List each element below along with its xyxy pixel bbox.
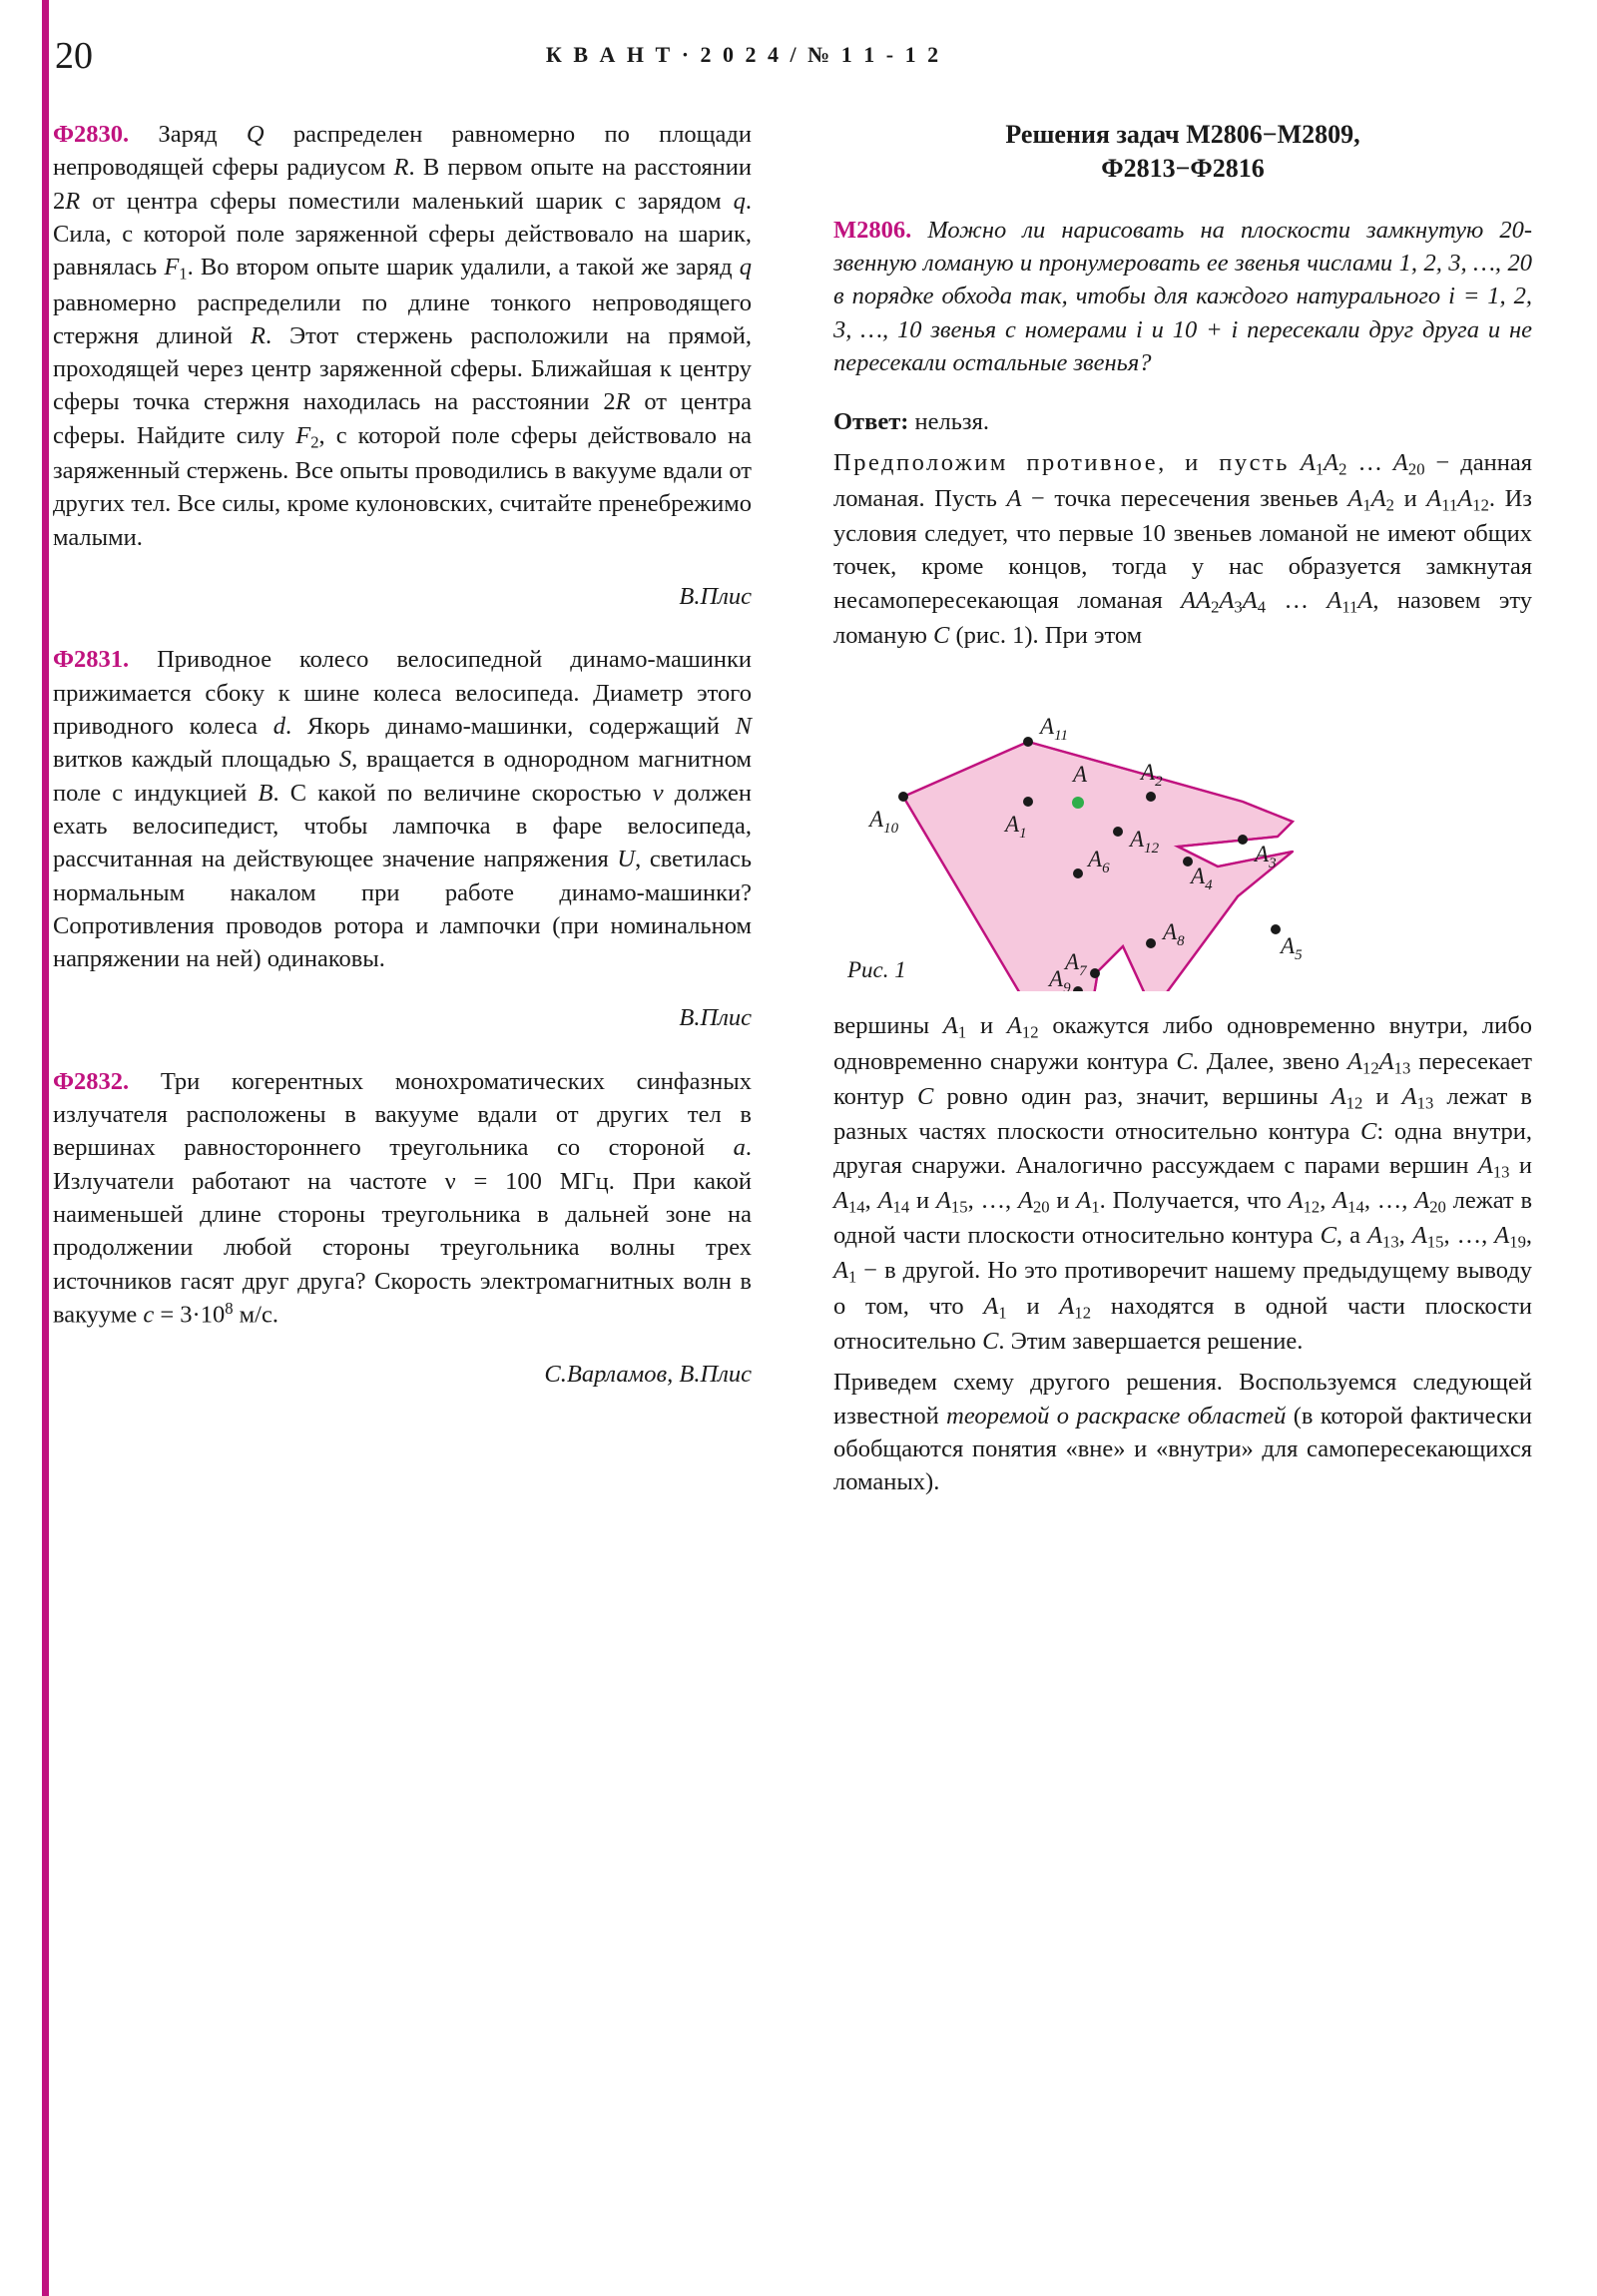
byline-f2830: В.Плис (679, 583, 752, 611)
vertex-a8-dot (1146, 938, 1156, 948)
label-a1: $A_1$ (1005, 812, 1027, 843)
figure-1 (833, 662, 1532, 991)
vertex-a7-dot (1090, 968, 1100, 978)
figure-1-svg (833, 662, 1532, 991)
vertex-a11-dot (1023, 737, 1033, 747)
label-a8: $A_8$ (1163, 919, 1185, 950)
label-a10: $A_{10}$ (869, 807, 899, 838)
vertex-a1-dot (1023, 797, 1033, 807)
solution-paragraph-3: Приведем схему другого решения. Воспользуемся следующей известной теоремой о раскраске областей (в которой фактически обобщаются понятия «вне» и «внутри» для самопересекающихся ломаных). (833, 1369, 1532, 1496)
vertex-a5-dot (1271, 924, 1281, 934)
label-a11: $A_{11}$ (1040, 714, 1068, 745)
label-a4: $A_4$ (1191, 863, 1213, 894)
problem-f2831: Ф2831. Приводное колесо велосипедной динамо-машинки прижимается сбоку к шине колеса велосипеда. Диаметр этого приводного колеса d. Якорь динамо-машинки, содержащий N витков каждый площадью S, вращается в однородном магнитном поле с индукцией B. С какой по величине скоростью v должен ехать велосипедист, чтобы лампочка в фаре велосипеда, рассчитанная на действующее значение напряжения U, светилась нормальным накалом при работе динамо-машинки? Сопротивления проводов ротора и лампочки (при номинальном напряжении на ней) одинаковы. (53, 646, 753, 973)
problem-number-f2832: Ф2832. (53, 1067, 130, 1095)
section-title-line1: Решения задач М2806−М2809, (1005, 120, 1360, 149)
problem-number-f2831: Ф2831. (53, 646, 130, 674)
vertex-a10-dot (898, 792, 908, 802)
label-a12: $A_{12}$ (1130, 827, 1160, 858)
byline-f2831: В.Плис (679, 1004, 752, 1032)
running-head: К В А Н Т · 2 0 2 4 / № 1 1 - 1 2 (545, 42, 942, 67)
intersection-point-a (1072, 797, 1084, 809)
section-title (833, 118, 1532, 186)
vertex-a2-dot (1146, 792, 1156, 802)
vertex-a3-dot (1238, 835, 1248, 845)
label-a5: $A_5$ (1281, 933, 1303, 964)
label-a: A (1073, 762, 1088, 788)
section-title-line2: Ф2813−Ф2816 (1101, 153, 1265, 183)
columns (45, 118, 1542, 2254)
page-header (45, 28, 1532, 80)
answer-label: Ответ: (833, 408, 909, 436)
vertex-a12-dot (1113, 827, 1123, 837)
label-a2: $A_2$ (1141, 760, 1163, 791)
problem-number-f2830: Ф2830. (53, 121, 130, 148)
byline-f2832: С.Варламов, В.Плис (544, 1360, 752, 1388)
answer-line (833, 405, 1532, 438)
label-a7: $A_7$ (1065, 949, 1087, 980)
page-number: 20 (55, 35, 93, 77)
right-column (833, 118, 1532, 1525)
vertex-a6-dot (1073, 868, 1083, 878)
answer-text: нельзя. (914, 408, 989, 436)
label-a9: $A_9$ (1049, 966, 1071, 992)
figure-caption: Рис. 1 (847, 957, 906, 983)
problem-f2832: Ф2832. Три когерентных монохроматических синфазных излучателя расположены в вакууме вдали от других тел в вершинах равностороннего треугольника со стороной a. Излучатели работают на частоте ν = 100 МГц. При какой наименьшей длине стороны треугольника в дальней зоне на продолжении любой стороны треугольника волны трех источников гасят друг друга? Скорость электромагнитных волн в вакууме $c = 3\cdot 10^8$ м/с. (53, 1067, 752, 1329)
left-column (53, 118, 752, 1421)
solution-paragraph-2: вершины $A_1$ и $A_{12}$ окажутся либо одновременно внутри, либо одновременно снаружи контура C. Далее, звено $A_{12}A_{13}$ пересекает контур C ровно один раз, значит, вершины $A_{12}$ и $A_{13}$ лежат в разных частях плоскости относительно контура C: одна внутри, другая снаружи. Аналогично рассуждаем с парами вершин $A_{13}$ и $A_{14}$, $A_{14}$ и $A_{15}$, …, $A_{20}$ и $A_1$. Получается, что $A_{12}$, $A_{14}$, …, $A_{20}$ лежат в одной части плоскости относительно контура C, а $A_{13}$, $A_{15}$, …, $A_{19}$, $A_1 - в$ другой. Но это противоречит нашему предыдущему выводу о том, что $A_1$ и $A_{12}$ находятся в одной части плоскости относительно C. Этим завершается решение. (833, 1012, 1533, 1355)
problem-f2830: Ф2830. Заряд Q распределен равномерно по площади непроводящей сферы радиусом R. В первом опыте на расстоянии 2R от центра сферы поместили маленький шарик с зарядом q. Сила, с которой поле заряженной сферы действовало на шарик, равнялась $F_1$. Во втором опыте шарик удалили, а такой же заряд q равномерно распределили по длине тонкого непроводящего стержня длиной R. Этот стержень расположили на прямой, проходящей через центр заряженной сферы. Ближайшая к центру сферы точка стержня находилась на расстоянии 2R от центра сферы. Найдите силу $F_2$, с которой поле сферы действовало на заряженный стержень. Все опыты проводились в вакууме вдали от других тел. Все силы, кроме кулоновских, считайте пренебрежимо малыми. (53, 121, 753, 551)
label-a6: $A_6$ (1088, 847, 1110, 877)
solution-paragraph-1: Предположим противное, и пусть $A_1A_2$ … $A_{20}$ − данная ломаная. Пусть A − точка пересечения звеньев $A_1A_2$ и $A_{11}A_{12}$. Из условия следует, что первые 10 звеньев ломаной не имеют общих точек, кроме концов, тогда у нас образуется замкнутая несамопересекающая ломаная $AA_2A_3A_4$ … $A_{11}A$, назовем эту ломаную C (рис. 1). При этом (833, 449, 1533, 649)
problem-m2806: М2806. Можно ли нарисовать на плоскости замкнутую 20-звенную ломаную и пронумеровать ее звенья числами 1, 2, 3, …, 20 в порядке обхода так, чтобы для каждого натурального i = 1, 2, 3, …, 10 звенья с номерами i и 10 + i пересекали друг друга и не пересекали остальные звенья? (833, 216, 1532, 376)
label-a3: $A_3$ (1255, 842, 1277, 872)
problem-number-m2806: М2806. (833, 216, 912, 244)
